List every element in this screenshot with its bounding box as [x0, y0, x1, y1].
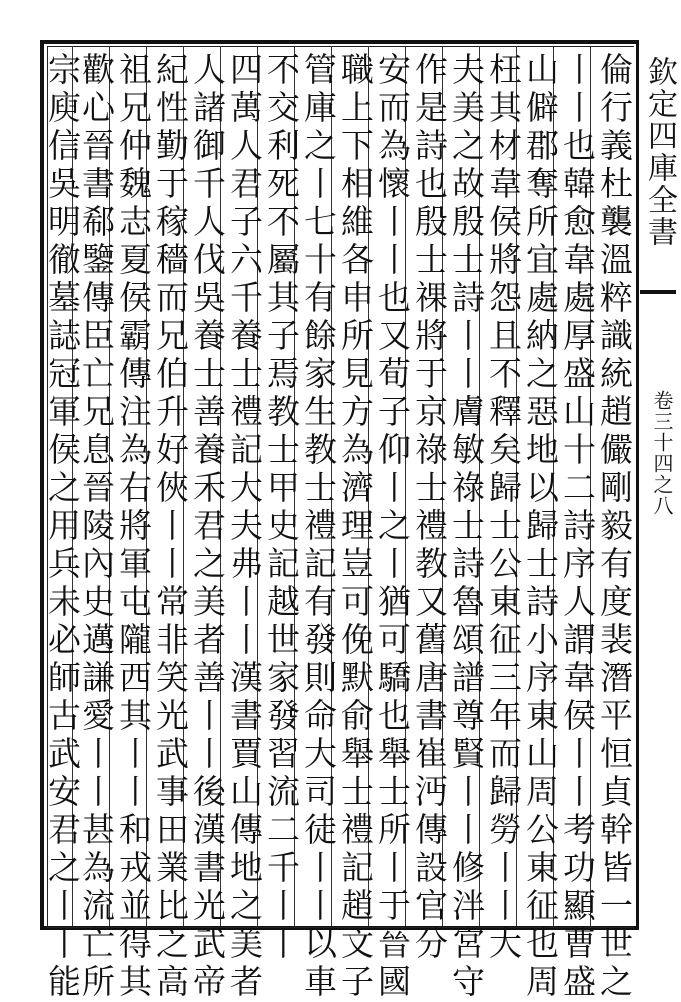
text-column-1: 倫行義杜襲溫粹識統趙儼剛毅有度裴潛平恒貞幹皆一世之 [595, 52, 634, 1002]
text-column-2: 丨丨也韓愈韋處厚盛山十二詩序人謂韋侯丨丨考功顯曹盛 [558, 52, 597, 1002]
text-column-11: 四萬人君子六千養士禮記大夫弗丨丨漢書賈山傳地之美者 [225, 52, 264, 1002]
text-column-16: 宗庾信吳明徹墓誌冠軍侯之用兵未必師古武安君之丨丨能 [43, 52, 82, 1002]
text-column-3: 山僻郡奪所宜處納之惡地以歸士詩小序東山周公東征也周 [521, 52, 560, 1002]
text-column-9: 管庫之丨七十有餘家生教士禮記有發則命大司徒丨丨以車 [299, 52, 338, 1002]
text-column-7: 安而為懷丨丨也又荀子仰丨之丨猶可驕也舉士所丨于晉國 [373, 52, 412, 1002]
text-column-13: 紀性勤于稼穡而兄伯升好俠丨丨常非笑光武事田業比之高 [151, 52, 190, 1002]
text-column-6: 作是詩也殷士祼將于京祿士禮教又舊唐書崔沔傳設官分 [410, 52, 449, 964]
text-column-8: 職上下相維各申所見方為濟理豈可俛默俞舉士禮記趙文子 [336, 52, 375, 1002]
text-column-14: 祖兄仲魏志夏侯霸傳注為右將軍屯隴西其丨丨和戎並得其 [114, 52, 153, 1002]
fold-volume-label: 卷三十四之八 [650, 390, 674, 516]
text-column-12: 人諸御千人伐吳養士善養禾君之美者善丨丨後漢書光武帝 [188, 52, 227, 1002]
fold-fishtail-mark [640, 290, 676, 294]
fold-title: 欽定四庫全書 [642, 56, 677, 248]
text-column-4: 枉其材韋侯將怨且不釋矣歸士公東征三年而歸勞丨丨大 [484, 52, 523, 964]
text-column-10: 不交利死不屬其子焉教士甲史記越世家發習流二千丨丨 [262, 52, 301, 964]
text-column-15: 歡心晉書郗鑒傳臣亡兄息晉陵內史邁謙愛丨丨甚為流亡所 [77, 52, 116, 1002]
text-column-5: 夫美之故殷士詩丨丨膚敏祿士詩魯頌譜尊賢丨丨修泮宮守 [447, 52, 486, 1002]
